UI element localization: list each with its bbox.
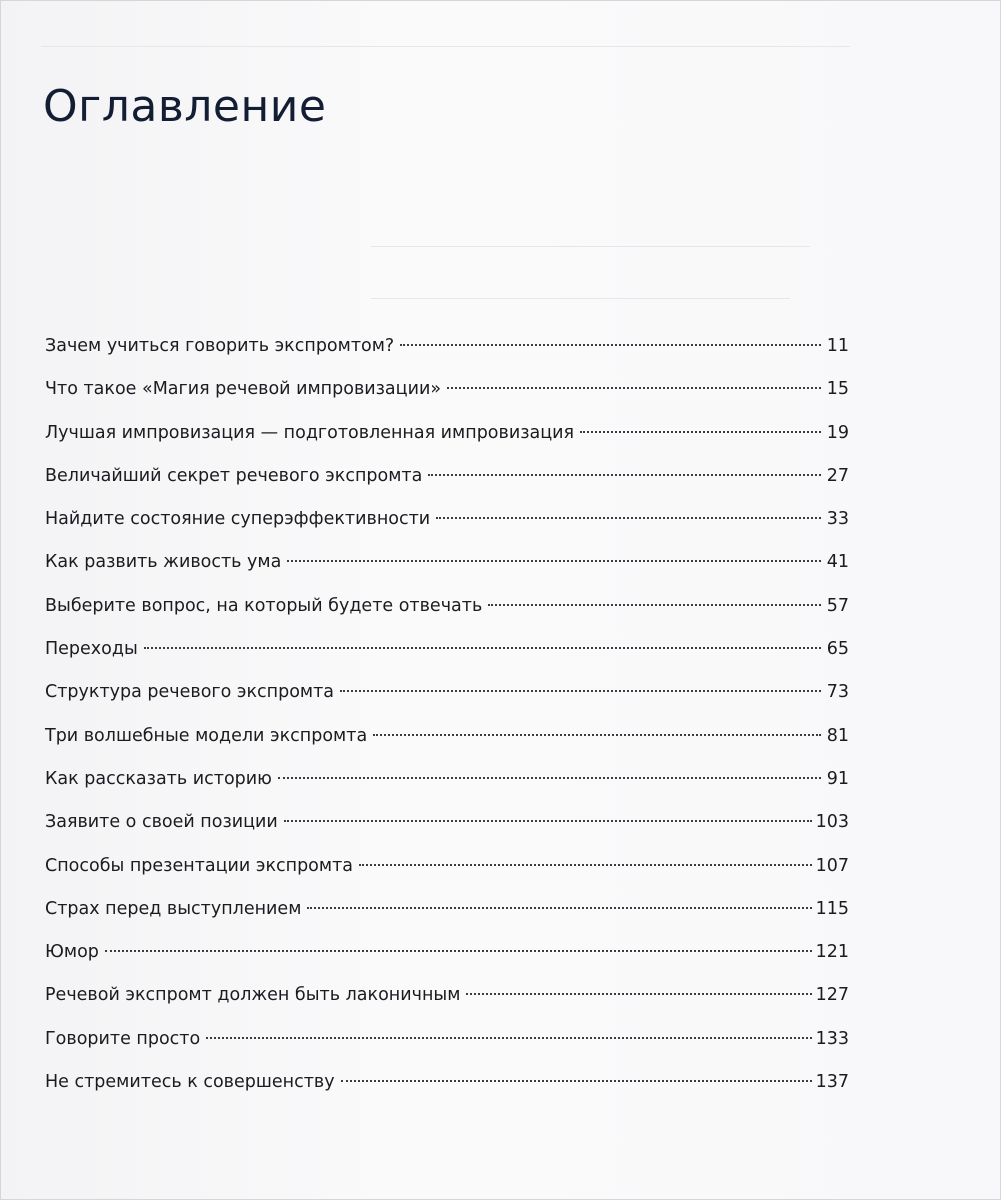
toc-entry-label: Юмор — [45, 942, 99, 963]
toc-entry[interactable] — [45, 765, 849, 808]
dot-leader — [488, 604, 821, 606]
toc-page-number: 81 — [826, 725, 849, 746]
toc-entry-label: Говорите просто — [45, 1028, 201, 1049]
toc-entry[interactable] — [45, 722, 849, 765]
dot-leader — [373, 734, 821, 736]
page-title: Оглавление — [43, 81, 327, 132]
toc-page-number: 115 — [815, 898, 849, 919]
toc-page-number: 133 — [815, 1028, 849, 1049]
toc-page-number: 19 — [826, 422, 849, 443]
dot-leader — [428, 474, 821, 476]
toc-entry[interactable] — [45, 852, 849, 895]
dot-leader — [400, 344, 821, 346]
dot-leader — [580, 431, 821, 433]
toc-page-number: 127 — [815, 985, 849, 1006]
toc-entry-label: Лучшая импровизация — подготовленная импровизация — [45, 422, 575, 443]
toc-entry-label: Зачем учиться говорить экспромтом? — [45, 336, 395, 356]
toc-entry[interactable] — [45, 548, 849, 591]
toc-entry-label: Выберите вопрос, на который будете отвечать — [45, 595, 483, 616]
toc-page-number: 103 — [815, 812, 849, 833]
dot-leader — [359, 864, 812, 866]
toc-page-number: 107 — [815, 855, 849, 876]
toc-entry[interactable] — [45, 895, 849, 938]
dot-leader — [341, 1080, 812, 1082]
toc-entry-label: Как развить живость ума — [45, 552, 282, 573]
toc-entry[interactable] — [45, 505, 849, 548]
toc-entry-label: Как рассказать историю — [45, 768, 272, 789]
toc-entry[interactable] — [45, 592, 849, 635]
toc-list — [45, 332, 849, 1111]
toc-page-number: 15 — [826, 379, 849, 400]
toc-page-number: 121 — [815, 942, 849, 963]
dot-leader — [144, 647, 821, 649]
toc-entry[interactable] — [45, 462, 849, 505]
dot-leader — [284, 820, 812, 822]
toc-entry[interactable] — [45, 808, 849, 851]
toc-page-number: 57 — [826, 595, 849, 616]
toc-entry[interactable] — [45, 375, 849, 418]
toc-entry-label: Страх перед выступлением — [45, 898, 302, 919]
toc-entry-label: Три волшебные модели экспромта — [45, 725, 368, 746]
dot-leader — [340, 690, 821, 692]
dot-leader — [278, 777, 821, 779]
toc-entry-label: Найдите состояние суперэффективности — [45, 509, 431, 530]
toc-entry[interactable] — [45, 1025, 849, 1068]
toc-entry-label: Не стремитесь к совершенству — [45, 1072, 335, 1093]
dot-leader — [447, 387, 821, 389]
toc-page-number: 91 — [826, 768, 849, 789]
toc-entry[interactable] — [45, 332, 849, 375]
toc-page-number: 27 — [826, 465, 849, 486]
toc-entry[interactable] — [45, 678, 849, 721]
toc-entry-label: Способы презентации экспромта — [45, 855, 354, 876]
toc-entry-label: Структура речевого экспромта — [45, 682, 335, 703]
toc-entry[interactable] — [45, 981, 849, 1024]
toc-entry-label: Заявите о своей позиции — [45, 812, 278, 833]
dot-leader — [287, 560, 821, 562]
toc-page-number: 33 — [826, 509, 849, 530]
toc-page-number: 11 — [826, 336, 849, 356]
toc-page-number: 137 — [815, 1072, 849, 1093]
toc-page-number: 65 — [826, 639, 849, 660]
toc-page-number: 73 — [826, 682, 849, 703]
dot-leader — [206, 1037, 811, 1039]
toc-entry-label: Речевой экспромт должен быть лаконичным — [45, 985, 461, 1006]
dot-leader — [105, 950, 812, 952]
toc-entry-label: Величайший секрет речевого экспромта — [45, 465, 423, 486]
toc-entry[interactable] — [45, 635, 849, 678]
dot-leader — [436, 517, 821, 519]
toc-entry[interactable] — [45, 938, 849, 981]
dot-leader — [466, 993, 811, 995]
toc-entry-label: Переходы — [45, 639, 138, 660]
toc-entry-label: Что такое «Магия речевой импровизации» — [45, 379, 442, 400]
toc-entry[interactable] — [45, 419, 849, 462]
toc-entry[interactable] — [45, 1068, 849, 1111]
dot-leader — [307, 907, 811, 909]
toc-page-number: 41 — [826, 552, 849, 573]
show-through-text — [41, 1, 850, 331]
